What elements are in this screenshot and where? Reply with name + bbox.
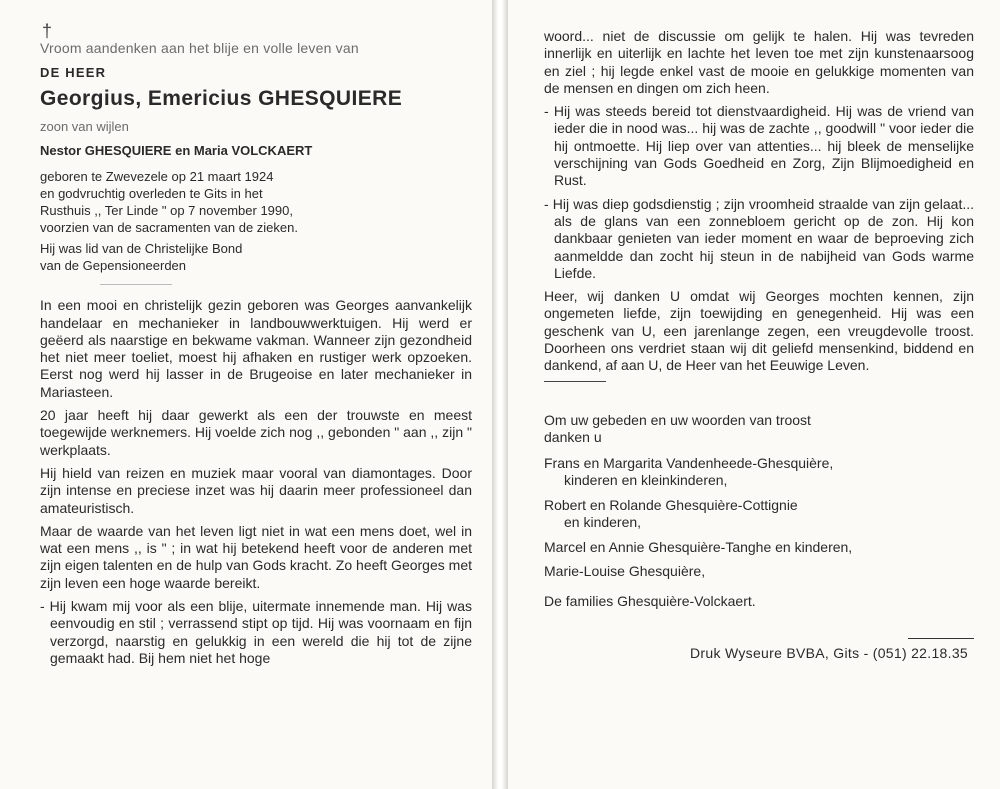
family-line: De families Ghesquière-Volckaert. <box>544 592 756 609</box>
body-paragraph: - Hij was diep godsdienstig ; zijn vroomheid straalde van zijn gelaat... als de glans van een zonnebloem gericht op de zon. Hij kon dankbaar genieten van ieder moment en waar de beproeving zich aanmeldde dan zocht hij steun in de nabijheid van Gods warme Liefde. <box>544 195 974 281</box>
family-line: Robert en Rolande Ghesquière-Cottignie <box>544 496 798 513</box>
membership-line: Hij was lid van de Christelijke Bond <box>40 241 243 257</box>
divider <box>100 284 172 285</box>
family-line: en kinderen, <box>564 514 642 531</box>
family-entry <box>544 455 974 490</box>
membership-line: van de Gepensioneerden <box>40 258 187 274</box>
family-entry <box>544 563 974 581</box>
left-card-page <box>0 0 492 789</box>
family-line: kinderen en kleinkinderen, <box>564 472 728 489</box>
card-fold <box>492 0 508 789</box>
printer-credit: Druk Wyseure BVBA, Gits - (051) 22.18.35 <box>690 645 968 662</box>
family-list <box>544 455 974 611</box>
family-entry <box>544 497 974 532</box>
body-paragraph: In een mooi en christelijk gezin geboren was Georges aanvankelijk handelaar en mechanieker in landbouwwerktuigen. Hij werd er geëerd als naarstige en bekwame vakman. Wanneer zijn gezondheid het niet meer toeliet, moest hij afhaken en rustiger werk opzoeken. Eerst nog werd hij lasser in de Brugeoise en later mechanieker in Mariasteen. <box>40 297 472 400</box>
body-paragraph: Maar de waarde van het leven ligt niet in wat een mens doet, wel in wat een mens ,, is " ; in wat hij betekend heeft voor de anderen met zijn eigen talenten en de hulp van Gods kracht. Zo heeft Georges met zijn leven een hoge waarde bereikt. <box>40 522 472 591</box>
body-paragraph: 20 jaar heeft hij daar gewerkt als een der trouwste en meest toegewijde werknemers. Hij voelde zich nog ,, gebonden " aan ,, zijn " werkplaats. <box>40 407 472 458</box>
title-heer: DE HEER <box>40 65 107 81</box>
parents-line: Nestor GHESQUIERE en Maria VOLCKAERT <box>40 143 313 159</box>
body-paragraph: - Hij was steeds bereid tot dienstvaardigheid. Hij was de vriend van ieder die in nood was... hij was de zachte ,, goodwill " voor ieder die hij ontmoette. Hij liep over van attenties... hij bleek de menselijke verschijning van Gods Goedheid en Zorg, Zijn Blijmoedigheid en Rust. <box>544 103 974 189</box>
son-of-line: zoon van wijlen <box>40 119 129 135</box>
cross-symbol: † <box>42 21 53 41</box>
right-card-page <box>508 0 1000 789</box>
body-paragraph: - Hij kwam mij voor als een blije, uitermate innemende man. Hij was eenvoudig en stil ; verrassend stipt op tijd. Hij was voornaam en fijn verzorgd, naarstig en gelukkig in een wereld die hij tot de zijne gemaakt had. Bij hem niet het hoge <box>40 598 472 666</box>
birth-line: voorzien van de sacramenten van de zieken. <box>40 220 298 236</box>
thanks-line: danken u <box>544 429 602 446</box>
family-entry <box>544 539 974 557</box>
family-line: Marie-Louise Ghesquière, <box>544 563 706 580</box>
divider <box>544 381 606 382</box>
deceased-name: Georgius, Emericius GHESQUIERE <box>40 87 403 111</box>
birth-line: en godvruchtig overleden te Gits in het <box>40 186 263 202</box>
body-paragraph: Hij hield van reizen en muziek maar vooral van diamontages. Door zijn intense en preciese inzet was hij daarin meer professioneel dan amateuristisch. <box>40 464 472 516</box>
birth-block <box>40 168 472 236</box>
prayer-paragraph: Heer, wij danken U omdat wij Georges mochten kennen, zijn ongemeten liefde, zijn toewijding en genegenheid. Hij was een geschenk van U, een jarenlange zegen, een vreugdevolle troost. Doorheen ons verdriet staan wij dit geliefd mensenkind, biddend en dankend, af aan U, de Heer van het Eeuwige Leven. <box>544 288 974 374</box>
birth-line: Rusthuis ,, Ter Linde " op 7 november 1990, <box>40 203 293 219</box>
membership-block <box>40 240 472 274</box>
family-line: Frans en Margarita Vandenheede-Ghesquière, <box>544 454 834 471</box>
family-entry <box>544 593 974 611</box>
family-line: Marcel en Annie Ghesquière-Tanghe en kinderen, <box>544 538 853 555</box>
birth-line: geboren te Zwevezele op 21 maart 1924 <box>40 169 274 185</box>
thanks-block <box>544 412 974 447</box>
intro-line: Vroom aandenken aan het blije en volle leven van <box>40 40 359 56</box>
divider <box>908 638 974 639</box>
body-paragraph: woord... niet de discussie om gelijk te halen. Hij was tevreden innerlijk en uiterlijk en lachte het leven toe met zijn kunstenaarsoog en ziel ; hij legde enkel vast de mooie en gelukkige momenten van de mensen en dingen om zich heen. <box>544 28 974 96</box>
thanks-line: Om uw gebeden en uw woorden van troost <box>544 411 811 428</box>
